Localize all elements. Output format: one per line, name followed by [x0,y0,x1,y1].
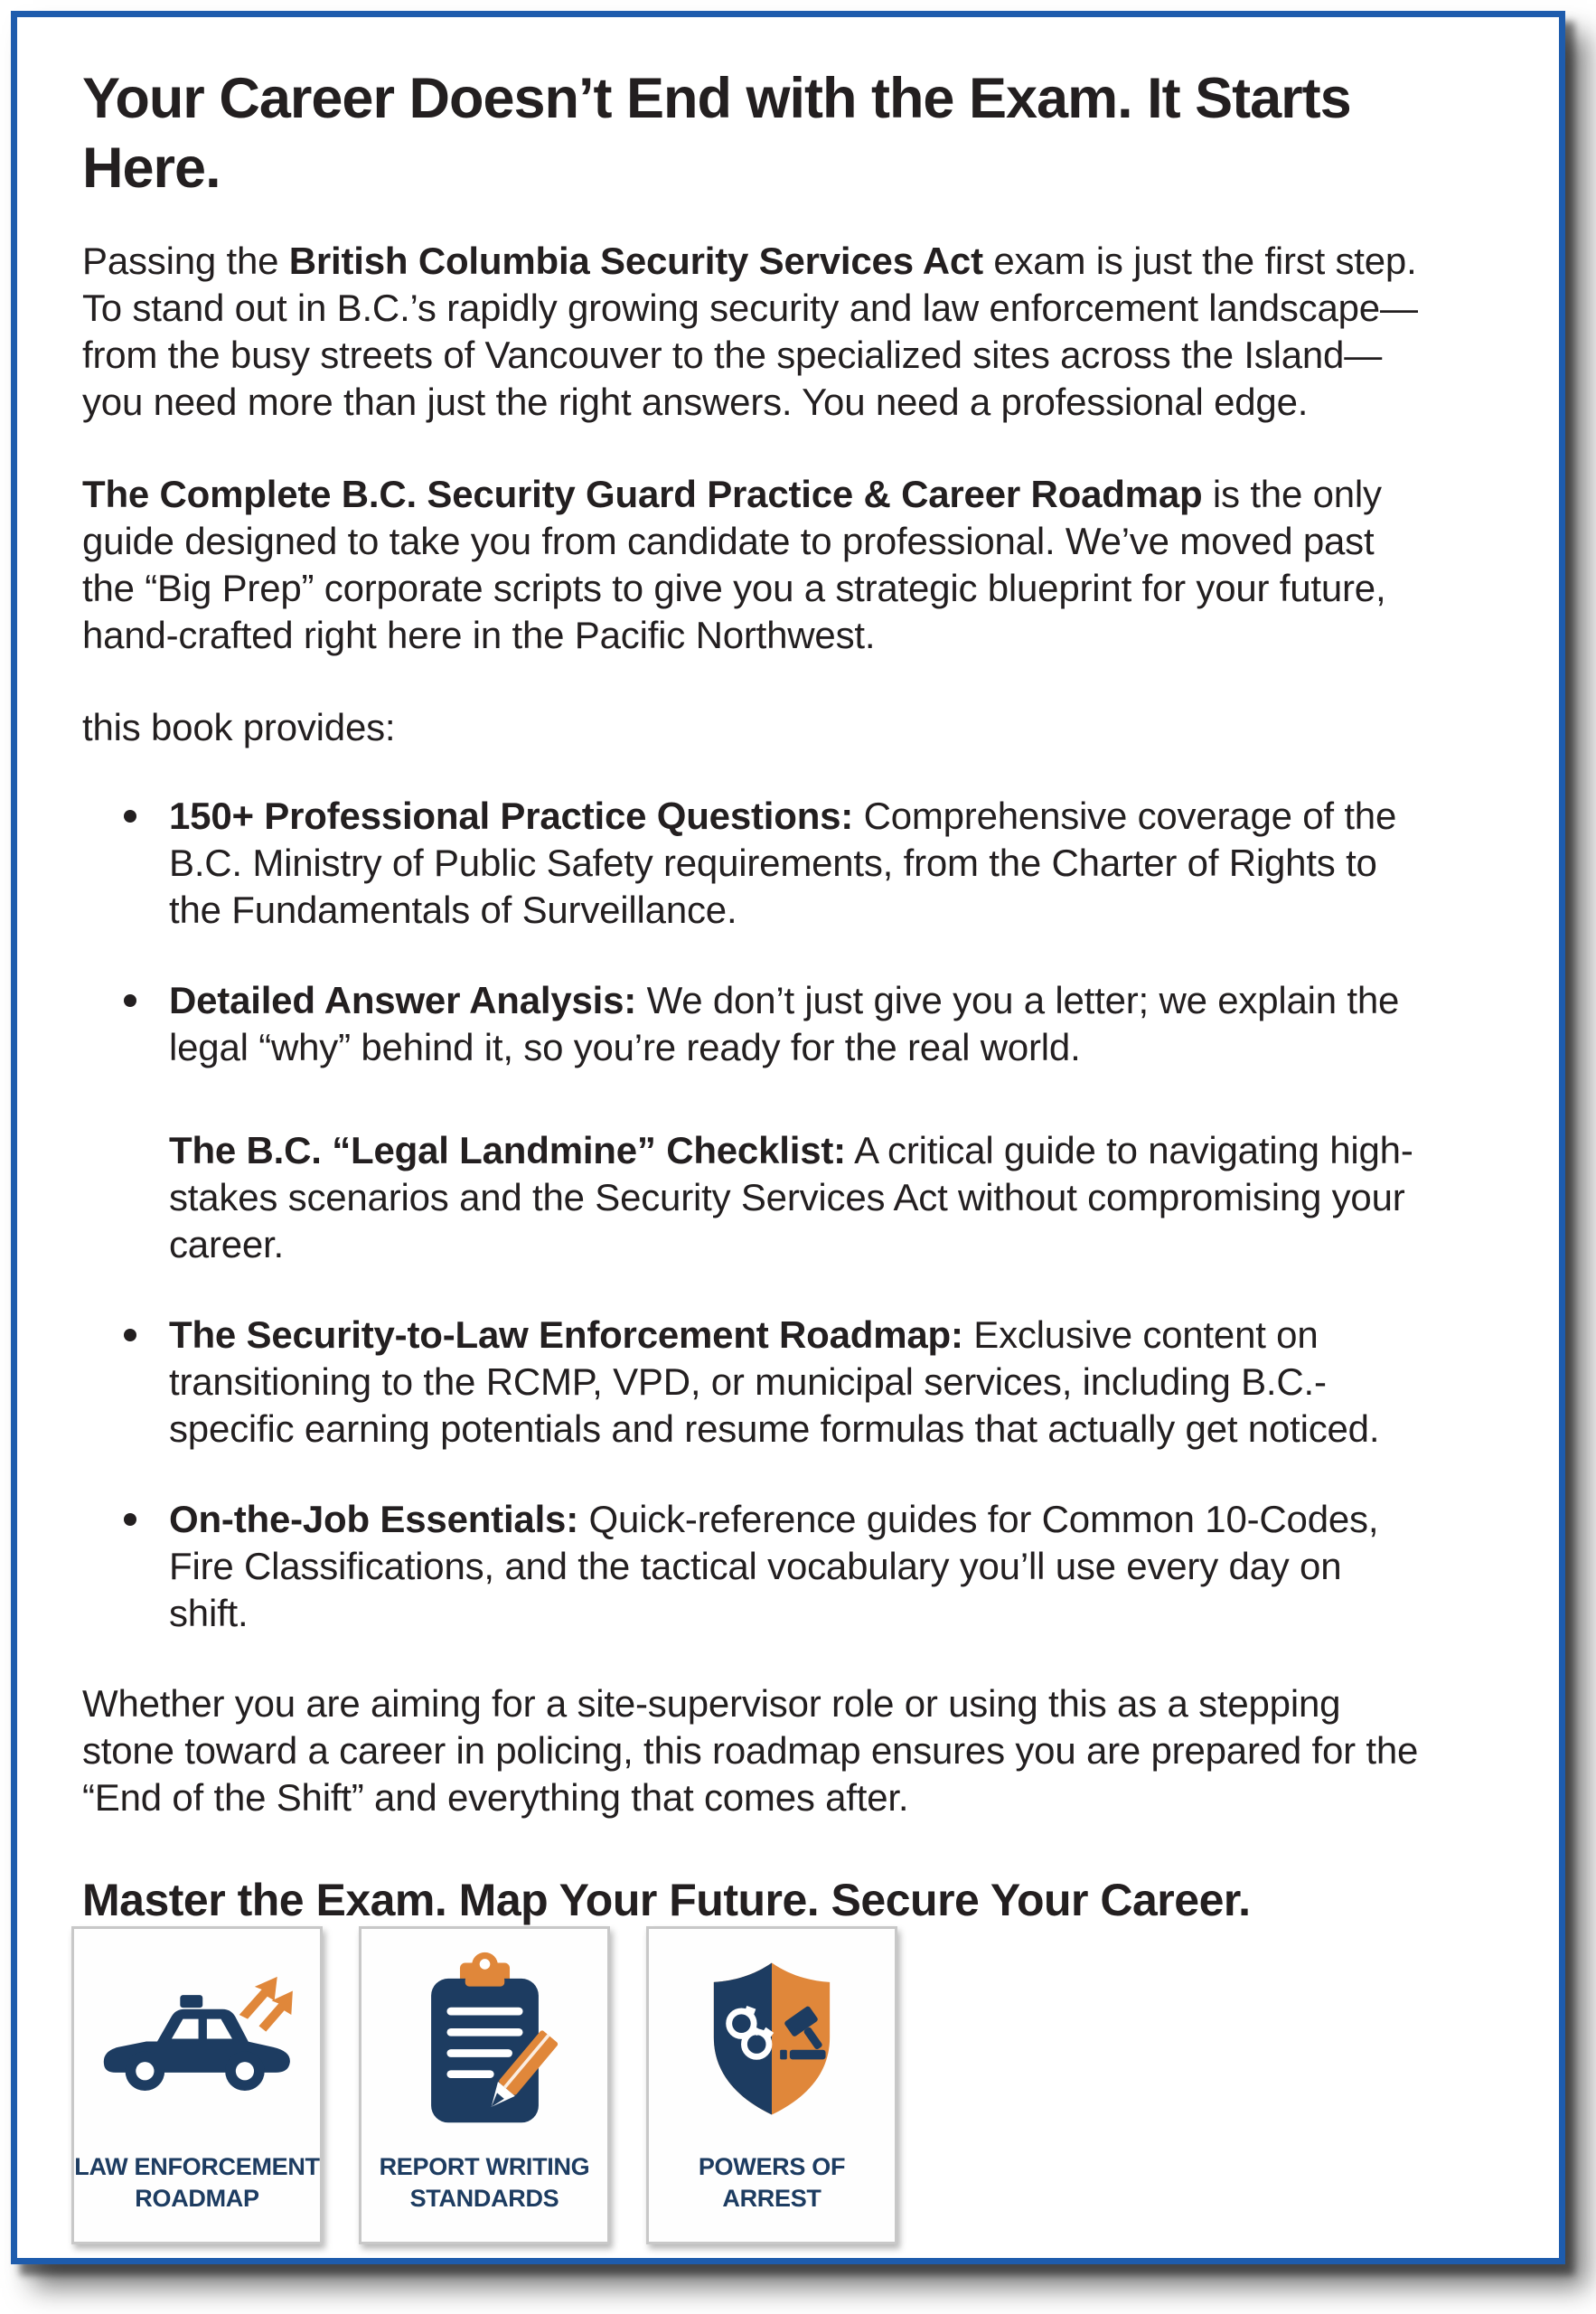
police-car-icon [74,1929,320,2151]
feature-item-on-the-job-essentials [82,1496,1420,1637]
feature-title: The Security-to-Law Enforcement Roadmap: [169,1312,963,1356]
bullet-dot-icon [124,1513,136,1526]
feature-desc: Quick-reference guides for Common 10-Codes, Fire Classifications, and the tactical vocabulary you’ll use every day on shift. [169,1497,1379,1634]
guide-paragraph [82,471,1420,659]
badge-label [380,2151,590,2215]
features-list [82,793,1420,1637]
badge-label [74,2151,320,2215]
bullet-dot-icon [124,810,136,823]
badge-label-line1: REPORT WRITING [379,2152,590,2180]
badge-report-writing-standards [359,1926,610,2244]
guide-rest: is the only guide designed to take you from candidate to professional. We’ve moved past the “Big Prep” corporate scripts to give you a strategic blueprint for your future, hand-crafted right here in the Pacific Northwest. [82,472,1386,656]
provides-label: this book provides: [82,705,396,748]
tagline: Master the Exam. Map Your Future. Secure Your Career. [82,1874,1251,1925]
badge-label-line1: POWERS OF [698,2152,846,2180]
bullet-dot-icon [124,994,136,1007]
guide-bold-book-title: The Complete B.C. Security Guard Practice & Career Roadmap [82,472,1203,515]
feature-title: The B.C. “Legal Landmine” Checklist: [169,1128,846,1171]
badge-law-enforcement-roadmap [71,1926,323,2244]
feature-title: 150+ Professional Practice Questions: [169,794,854,837]
feature-item-security-to-law-roadmap [82,1312,1420,1453]
closing-paragraph: Whether you are aiming for a site-supervisor role or using this as a stepping stone toward a career in policing, this roadmap ensures you are prepared for the “End of the Shift” and everything that comes after. [82,1681,1419,1819]
badge-label-line2: ROADMAP [135,2184,259,2212]
badge-label-line2: ARREST [722,2184,821,2212]
feature-title: Detailed Answer Analysis: [169,978,637,1021]
feature-item-legal-landmine-checklist [82,1127,1420,1268]
feature-item-answer-analysis [82,977,1420,1071]
badge-label [699,2151,845,2215]
back-cover-copy [82,17,1420,1926]
clipboard-pencil-icon [361,1929,607,2151]
intro-lead: Passing the [82,239,289,282]
feature-desc: Exclusive content on transitioning to the RCMP, VPD, or municipal services, including B.C.-specific earning potentials and resume formulas that actually get noticed. [169,1312,1380,1450]
bullet-dot-icon [124,1329,136,1341]
page-frame [11,11,1565,2264]
intro-paragraph [82,238,1420,426]
feature-item-practice-questions [82,793,1420,934]
badge-powers-of-arrest [646,1926,897,2244]
shield-handcuffs-gavel-icon [649,1929,895,2151]
feature-desc: A critical guide to navigating high-stakes scenarios and the Security Services Act without compromising your career. [169,1128,1413,1265]
intro-rest: exam is just the first step. To stand out in B.C.’s rapidly growing security and law enforcement landscape—from the busy streets of Vancouver to the specialized sites across the Island—you need more than just the right answers. You need a professional edge. [82,239,1418,423]
feature-desc: Comprehensive coverage of the B.C. Ministry of Public Safety requirements, from the Charter of Rights to the Fundamentals of Surveillance. [169,794,1397,931]
intro-bold-act-title: British Columbia Security Services Act [288,239,983,282]
badge-row [71,1926,897,2244]
page-title: Your Career Doesn’t End with the Exam. It Starts Here. [82,67,1351,200]
feature-title: On-the-Job Essentials: [169,1497,579,1540]
badge-label-line2: STANDARDS [409,2184,559,2212]
badge-label-line1: LAW ENFORCEMENT [74,2152,320,2180]
feature-desc: We don’t just give you a letter; we explain the legal “why” behind it, so you’re ready for the real world. [169,978,1400,1068]
